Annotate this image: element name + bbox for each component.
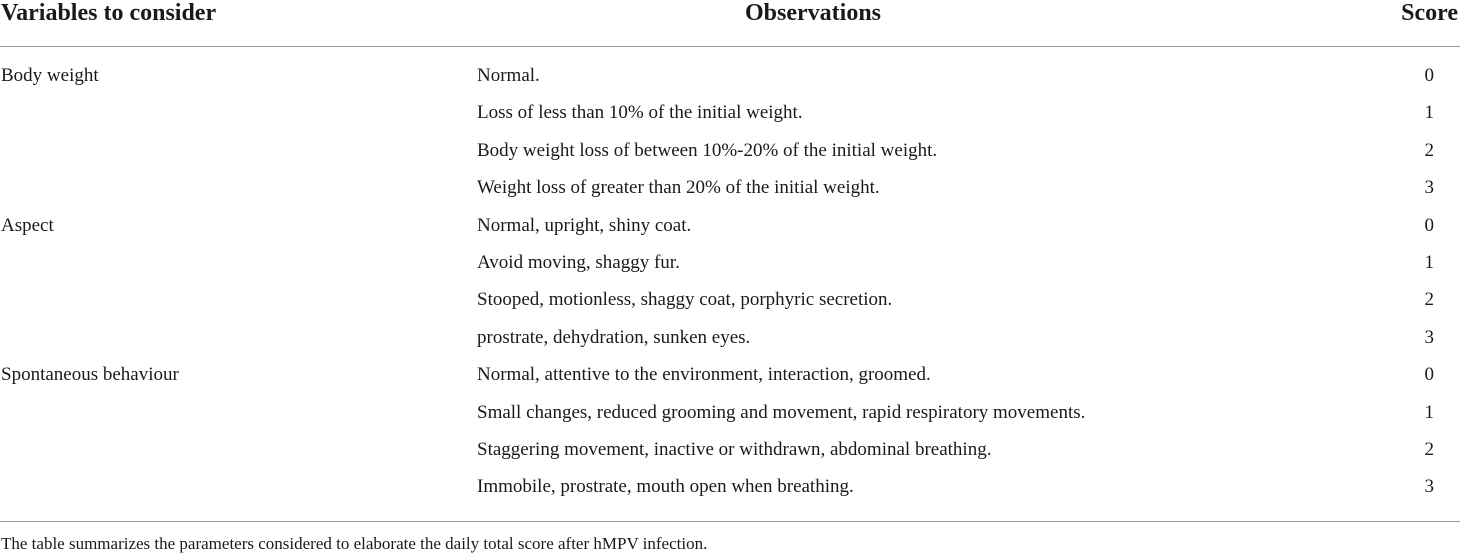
cell-score: 1 <box>1424 401 1434 423</box>
cell-observation: Avoid moving, shaggy fur. <box>477 251 680 273</box>
table-row <box>0 169 1460 206</box>
table-footnote: The table summarizes the parameters considered to elaborate the daily total score after hMPV infection. <box>1 534 708 553</box>
cell-score: 3 <box>1424 177 1434 199</box>
header-score: Score <box>1401 0 1458 26</box>
cell-observation: Immobile, prostrate, mouth open when breathing. <box>477 476 854 498</box>
cell-score: 2 <box>1424 139 1434 161</box>
table-row <box>0 132 1460 169</box>
table-row <box>0 319 1460 356</box>
cell-observation: Weight loss of greater than 20% of the initial weight. <box>477 177 880 199</box>
table-row <box>0 356 1460 393</box>
table-row <box>0 431 1460 468</box>
cell-score: 2 <box>1424 289 1434 311</box>
cell-variable: Spontaneous behaviour <box>1 364 179 386</box>
cell-observation: Staggering movement, inactive or withdrawn, abdominal breathing. <box>477 438 992 460</box>
header-variables: Variables to consider <box>1 0 217 26</box>
cell-score: 3 <box>1424 476 1434 498</box>
cell-variable: Aspect <box>1 214 54 236</box>
table-bottom-rule <box>0 521 1460 522</box>
table-row <box>0 244 1460 281</box>
cell-observation: Body weight loss of between 10%-20% of the initial weight. <box>477 139 938 161</box>
cell-observation: Normal. <box>477 65 540 86</box>
cell-score: 0 <box>1424 65 1434 86</box>
table-row <box>0 281 1460 318</box>
cell-observation: Loss of less than 10% of the initial weight. <box>477 102 803 124</box>
table-body <box>0 47 1460 506</box>
cell-score: 0 <box>1424 214 1434 236</box>
table-row <box>0 394 1460 431</box>
cell-observation: Small changes, reduced grooming and movement, rapid respiratory movements. <box>477 401 1086 423</box>
cell-observation: prostrate, dehydration, sunken eyes. <box>477 326 751 348</box>
table-header <box>0 0 1460 47</box>
table-row <box>0 468 1460 505</box>
cell-score: 2 <box>1424 438 1434 460</box>
cell-variable: Body weight <box>1 65 99 86</box>
cell-score: 1 <box>1424 102 1434 124</box>
cell-observation: Stooped, motionless, shaggy coat, porphyric secretion. <box>477 289 893 311</box>
table-row <box>0 207 1460 244</box>
cell-score: 1 <box>1424 251 1434 273</box>
cell-score: 0 <box>1424 364 1434 386</box>
cell-observation: Normal, attentive to the environment, interaction, groomed. <box>477 364 931 386</box>
table-row <box>0 94 1460 131</box>
table-row <box>0 57 1460 94</box>
header-observations: Observations <box>745 0 882 26</box>
cell-score: 3 <box>1424 326 1434 348</box>
cell-observation: Normal, upright, shiny coat. <box>477 214 692 236</box>
